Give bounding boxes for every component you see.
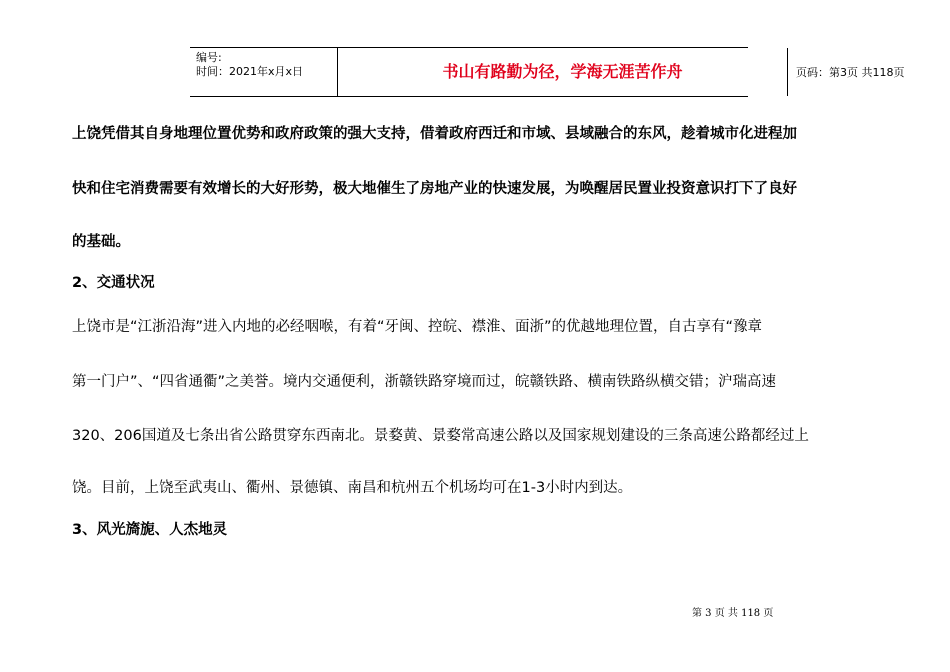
section-2-line-4: 饶。目前，上饶至武夷山、衢州、景德镇、南昌和杭州五个机场均可在1-3小时内到达。 — [72, 480, 633, 496]
section-2-line-2: 第一门户”、“四省通衢”之美誉。境内交通便利，浙赣铁路穿境而过，皖赣铁路、横南铁路纵横交错；沪瑞高速 — [72, 374, 777, 390]
section-3-heading: 3、风光旖旎、人杰地灵 — [72, 522, 228, 538]
header-meta-cell — [190, 48, 338, 96]
header-pagecode-cell — [788, 48, 938, 96]
section-2-heading: 2、交通状况 — [72, 275, 155, 291]
number-label: 编号: — [196, 51, 222, 64]
section-2-line-3: 320、206国道及七条出省公路贯穿东西南北。景婺黄、景婺常高速公路以及国家规划建设的三条高速公路都经过上 — [72, 428, 809, 444]
intro-line-2: 快和住宅消费需要有效增长的大好形势，极大地催生了房地产业的快速发展，为唤醒居民置业投资意识打下了良好 — [72, 181, 797, 197]
time-label: 时间：2021年x月x日 — [196, 65, 304, 78]
page-header-table — [190, 47, 905, 97]
header-motto-cell — [338, 48, 788, 96]
intro-line-3: 的基础。 — [72, 234, 130, 250]
intro-line-1: 上饶凭借其自身地理位置优势和政府政策的强大支持，借着政府西迁和市域、县域融合的东风，趁着城市化进程加 — [72, 126, 797, 142]
page-footer-number: 第 3 页 共 118 页 — [692, 608, 774, 619]
section-2-line-1: 上饶市是“江浙沿海”进入内地的必经咽喉，有着“牙闽、控皖、襟淮、面浙”的优越地理位置，自古享有“豫章 — [72, 319, 763, 335]
page-code: 页码：第3页 共118页 — [796, 66, 905, 79]
motto-text: 书山有路勤为径，学海无涯苦作舟 — [442, 62, 683, 81]
